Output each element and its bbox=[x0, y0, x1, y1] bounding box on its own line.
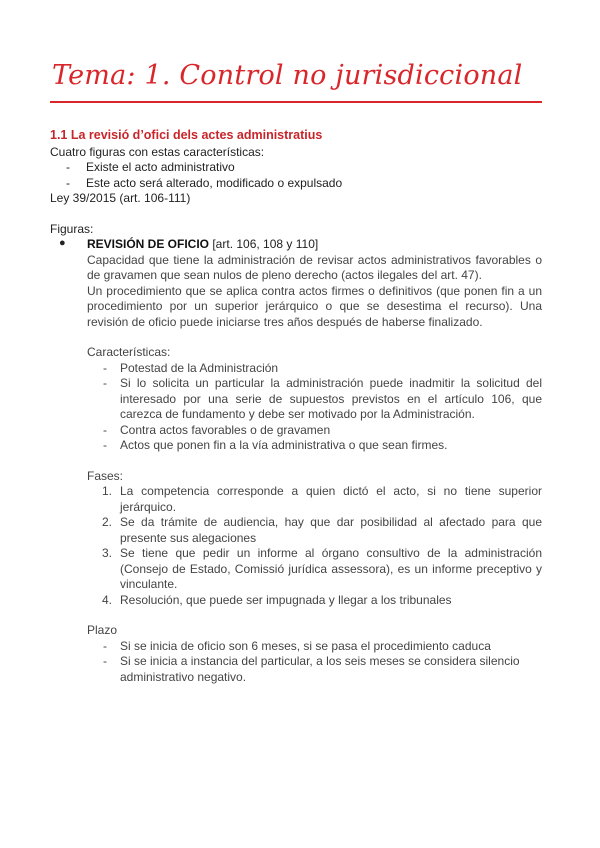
list-item: - Existe el acto administrativo bbox=[66, 160, 235, 174]
list-item-text: Se tiene que pedir un informe al órgano consultivo de la administración (Consejo de Estado, Comissió jurídica assessora), es un informe preceptivo y vinculante. bbox=[120, 546, 542, 591]
list-item: - Potestad de la Administración bbox=[103, 360, 279, 375]
intro-text: Cuatro figuras con estas características: bbox=[50, 144, 265, 159]
list-item: - Si se inicia a instancia del particular, a los seis meses se considera silencio administrativo negativo. bbox=[103, 654, 520, 684]
figuras-label: Figuras: bbox=[50, 221, 94, 236]
list-item-text: La competencia corresponde a quien dictó el acto, si no tiene superior jerárquico. bbox=[120, 484, 542, 514]
law-reference: Ley 39/2015 (art. 106-111) bbox=[50, 191, 191, 205]
list-item-text: Potestad de la Administración bbox=[120, 360, 279, 375]
list-item: - Actos que ponen fin a la vía administrativa o que sean firmes. bbox=[103, 438, 448, 452]
list-item: 2. Se da trámite de audiencia, hay que dar posibilidad al afectado para que presente sus alegaciones bbox=[102, 515, 542, 545]
list-item-text: Si se inicia a instancia del particular, a los seis meses se considera silencio administrativo negativo. bbox=[120, 654, 520, 684]
section-heading: 1.1 La revisió d’ofici dels actes administratius bbox=[50, 128, 323, 142]
plazo-list bbox=[87, 639, 542, 686]
list-item-text: Existe el acto administrativo bbox=[86, 160, 235, 174]
caracteristicas-list bbox=[87, 361, 542, 454]
revision-desc-1: Capacidad que tiene la administración de revisar actos administrativos favorables o de gravamen que sean nulos de pleno derecho (actos ilegales del art. 47). bbox=[87, 252, 542, 282]
revision-name: REVISIÓN DE OFICIO bbox=[87, 237, 210, 251]
caracteristicas-label: Características: bbox=[87, 345, 171, 359]
list-item: 3. Se tiene que pedir un informe al órgano consultivo de la administración (Consejo de Estado, Comissió jurídica assessora), es un informe preceptivo y vinculante. bbox=[102, 546, 542, 591]
revision-block bbox=[50, 237, 542, 685]
plazo-label: Plazo bbox=[87, 623, 118, 637]
list-item: - Si lo solicita un particular la administración puede inadmitir la solicitud del interesado por una serie de supuestos previstos en el artículo 106, que carezca de fundamento y debe ser motivado por la Administración. bbox=[103, 376, 542, 421]
list-item-text: Si se inicia de oficio son 6 meses, si se pasa el procedimiento caduca bbox=[120, 638, 491, 653]
list-item-text: Este acto será alterado, modificado o expulsado bbox=[86, 175, 343, 190]
bullet-icon: ● bbox=[59, 237, 66, 249]
list-item: 4. Resolución, que puede ser impugnada y llegar a los tribunales bbox=[102, 592, 452, 607]
list-item: 1. La competencia corresponde a quien dictó el acto, si no tiene superior jerárquico. bbox=[102, 484, 542, 514]
intro-list bbox=[50, 160, 542, 191]
list-item: - Contra actos favorables o de gravamen bbox=[103, 422, 331, 437]
title-divider bbox=[50, 101, 542, 103]
fases-list bbox=[87, 484, 542, 608]
page-title: Tema: 1. Control no jurisdiccional bbox=[52, 60, 523, 91]
list-item: - Este acto será alterado, modificado o expulsado bbox=[66, 175, 343, 190]
revision-articles: [art. 106, 108 y 110] bbox=[209, 237, 319, 251]
fases-label: Fases: bbox=[87, 468, 124, 483]
list-item-text: Resolución, que puede ser impugnada y llegar a los tribunales bbox=[120, 592, 452, 607]
list-item-text: Si lo solicita un particular la administración puede inadmitir la solicitud del interesado por una serie de supuestos previstos en el artículo 106, que carezca de fundamento y debe ser motivado por la Administración. bbox=[120, 376, 542, 421]
list-item-text: Se da trámite de audiencia, hay que dar posibilidad al afectado para que presente sus alegaciones bbox=[120, 515, 542, 545]
revision-desc-2: Un procedimiento que se aplica contra actos firmes o definitivos (que ponen fin a un procedimiento por un superior jerárquico o que se desestima el recurso). Una revisión de oficio puede iniciarse tres años después de haberse finalizado. bbox=[87, 283, 542, 329]
list-item-text: Actos que ponen fin a la vía administrativa o que sean firmes. bbox=[120, 438, 448, 452]
list-item-text: Contra actos favorables o de gravamen bbox=[120, 422, 331, 437]
document-body bbox=[50, 128, 542, 685]
list-item: - Si se inicia de oficio son 6 meses, si se pasa el procedimiento caduca bbox=[103, 638, 491, 653]
